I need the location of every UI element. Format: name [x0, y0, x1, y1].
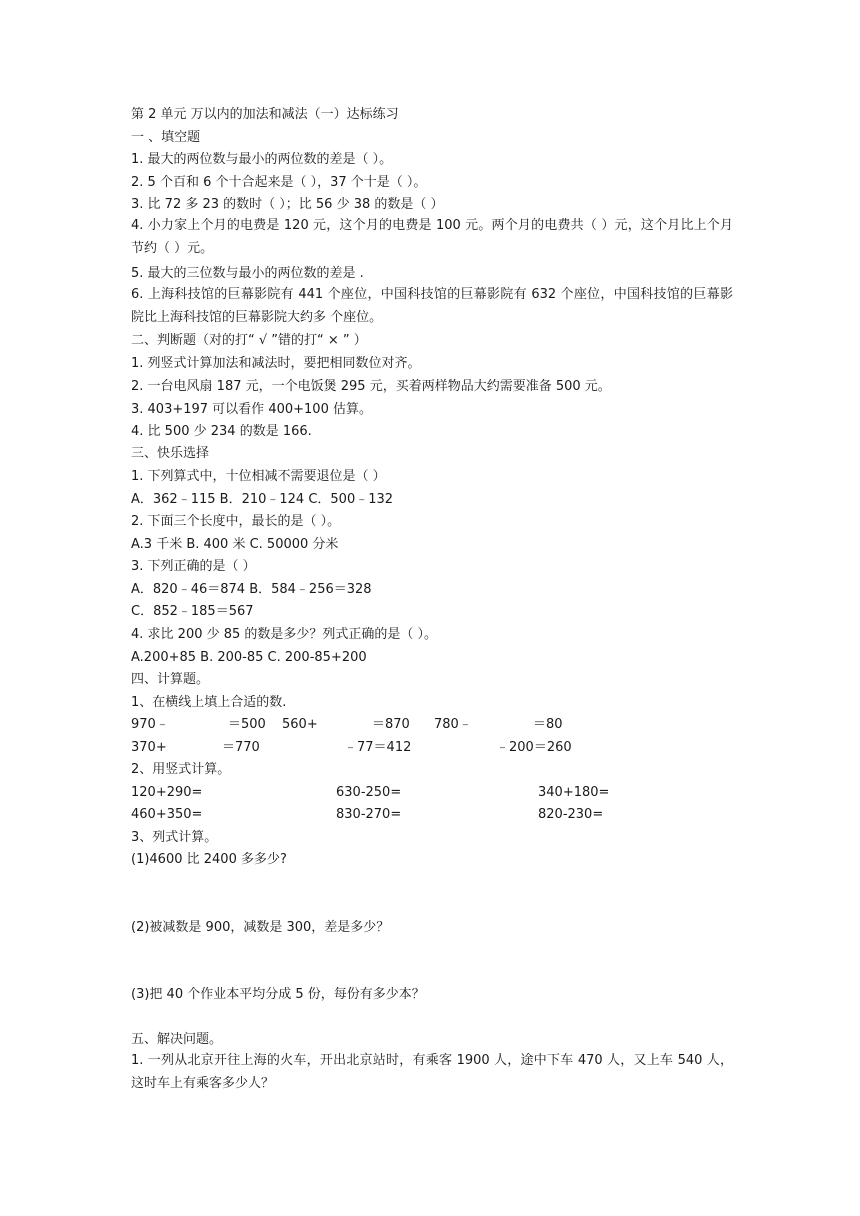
calc-cell: 460+350= — [131, 807, 203, 822]
question-5-1: 1. 一列从北京开往上海的火车，开出北京站时，有乘客 1900 人，途中下车 470 人，又上车 540 人，这时车上有乘客多少人？ — [131, 1053, 733, 1091]
question-1-2: 2. 5 个百和 6 个十合起来是（ ），37 个十是（ ）。 — [131, 175, 427, 190]
section-4-sub-3: 3、列式计算。 — [131, 830, 218, 845]
calc-cell: 630-250= — [336, 785, 402, 800]
question-1-3: 3. 比 72 多 23 的数时（ ）；比 56 少 38 的数是（ ） — [131, 197, 444, 212]
fill-cell: ＝80 — [533, 717, 563, 732]
fill-cell: 560+ — [282, 717, 318, 732]
word-problem-3: (3)把 40 个作业本平均分成 5 份，每份有多少本？ — [131, 987, 425, 1002]
question-1-5: 5. 最大的三位数与最小的两位数的差是 . — [131, 266, 364, 281]
question-3-3-options-b: C．852﹣185＝567 — [131, 604, 254, 619]
fill-cell: ﹣200＝260 — [496, 740, 572, 755]
question-2-2: 2. 一台电风扇 187 元，一个电饭煲 295 元，买着两样物品大约需要准备 500 元。 — [131, 379, 611, 394]
section-2-heading: 二、判断题（对的打“ √ ”错的打“ × ” ） — [131, 333, 367, 348]
question-3-4-options: A.200+85 B. 200-85 C. 200-85+200 — [131, 650, 367, 665]
section-4-sub-2: 2、用竖式计算。 — [131, 762, 231, 777]
section-4-sub-1: 1、在横线上填上合适的数. — [131, 695, 287, 710]
section-4-heading: 四、计算题。 — [131, 672, 210, 687]
word-problem-1: (1)4600 比 2400 多多少? — [131, 852, 287, 867]
calc-cell: 120+290= — [131, 785, 203, 800]
question-3-3-options-a: A．820﹣46＝874 B．584﹣256＝328 — [131, 582, 372, 597]
question-3-1: 1. 下列算式中，十位相减不需要退位是（ ） — [131, 469, 386, 484]
fill-cell: ＝870 — [372, 717, 410, 732]
fill-cell: ﹣77＝412 — [344, 740, 412, 755]
fill-cell: ＝500 — [228, 717, 266, 732]
question-2-3: 3. 403+197 可以看作 400+100 估算。 — [131, 402, 372, 417]
question-3-2-options: A.3 千米 B. 400 米 C. 50000 分米 — [131, 537, 339, 552]
question-1-1: 1. 最大的两位数与最小的两位数的差是（ ）。 — [131, 152, 393, 167]
fill-cell: 370+ — [131, 740, 167, 755]
calc-cell: 830-270= — [336, 807, 402, 822]
section-5-heading: 五、解决问题。 — [131, 1032, 223, 1047]
question-1-4: 4. 小力家上个月的电费是 120 元，这个月的电费是 100 元。两个月的电费共（ ）元，这个月比上个月节约（ ）元。 — [131, 218, 733, 256]
question-2-1: 1. 列竖式计算加法和减法时，要把相同数位对齐。 — [131, 356, 421, 371]
fill-cell: 780﹣ — [434, 717, 472, 732]
calc-cell: 820-230= — [538, 807, 604, 822]
calc-cell: 340+180= — [538, 785, 610, 800]
fill-cell: ＝770 — [222, 740, 260, 755]
section-3-heading: 三、快乐选择 — [131, 446, 210, 461]
section-1-heading: 一 、填空题 — [131, 130, 201, 145]
question-3-1-options: A．362﹣115 B．210﹣124 C．500﹣132 — [131, 492, 394, 507]
worksheet-title: 第 2 单元 万以内的加法和减法（一）达标练习 — [131, 107, 399, 122]
question-3-3: 3. 下列正确的是（ ） — [131, 559, 256, 574]
fill-cell: 970﹣ — [131, 717, 169, 732]
word-problem-2: (2)被减数是 900，减数是 300，差是多少？ — [131, 920, 390, 935]
question-1-6: 6. 上海科技馆的巨幕影院有 441 个座位，中国科技馆的巨幕影院有 632 个座位，中国科技馆的巨幕影院比上海科技馆的巨幕影院大约多 个座位。 — [131, 287, 733, 325]
question-3-2: 2. 下面三个长度中，最长的是（ ）。 — [131, 514, 341, 529]
question-2-4: 4. 比 500 少 234 的数是 166. — [131, 424, 312, 439]
question-3-4: 4. 求比 200 少 85 的数是多少？列式正确的是（ ）。 — [131, 627, 438, 642]
